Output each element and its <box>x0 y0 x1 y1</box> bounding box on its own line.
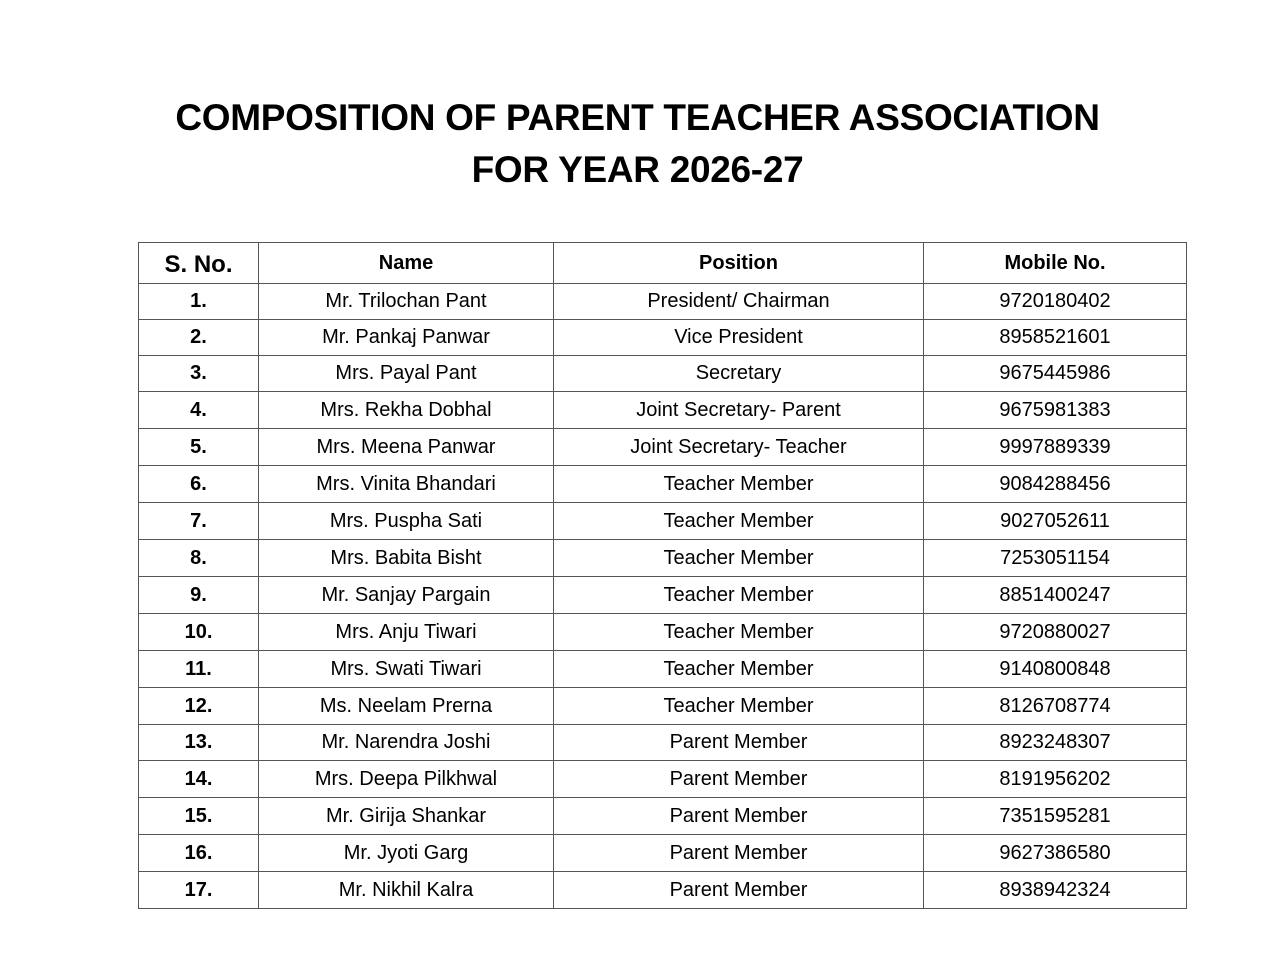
cell-mobile: 7351595281 <box>924 798 1187 835</box>
cell-position: Parent Member <box>554 872 924 909</box>
cell-mobile: 9675445986 <box>924 356 1187 392</box>
title-line-1: COMPOSITION OF PARENT TEACHER ASSOCIATION <box>175 97 1100 138</box>
cell-name: Mr. Trilochan Pant <box>259 284 554 320</box>
cell-position: Teacher Member <box>554 577 924 614</box>
cell-position: Joint Secretary- Parent <box>554 392 924 429</box>
table-row <box>139 872 1187 909</box>
cell-sno: 12. <box>139 688 259 725</box>
cell-name: Mr. Girija Shankar <box>259 798 554 835</box>
cell-name: Mrs. Deepa Pilkhwal <box>259 761 554 798</box>
cell-sno: 17. <box>139 872 259 909</box>
cell-sno: 6. <box>139 466 259 503</box>
cell-name: Mr. Pankaj Panwar <box>259 320 554 356</box>
cell-position: Teacher Member <box>554 466 924 503</box>
title-line-2: FOR YEAR 2026-27 <box>471 149 804 190</box>
table-row <box>139 651 1187 688</box>
cell-name: Mrs. Babita Bisht <box>259 540 554 577</box>
cell-position: Teacher Member <box>554 651 924 688</box>
cell-mobile: 9720880027 <box>924 614 1187 651</box>
cell-name: Mrs. Swati Tiwari <box>259 651 554 688</box>
cell-name: Mr. Nikhil Kalra <box>259 872 554 909</box>
table-row <box>139 835 1187 872</box>
cell-position: Parent Member <box>554 835 924 872</box>
cell-mobile: 8126708774 <box>924 688 1187 725</box>
cell-mobile: 8938942324 <box>924 872 1187 909</box>
cell-name: Mrs. Anju Tiwari <box>259 614 554 651</box>
cell-sno: 7. <box>139 503 259 540</box>
cell-position: Teacher Member <box>554 503 924 540</box>
table-row <box>139 540 1187 577</box>
cell-mobile: 8191956202 <box>924 761 1187 798</box>
cell-position: Vice President <box>554 320 924 356</box>
cell-name: Mr. Jyoti Garg <box>259 835 554 872</box>
table-row <box>139 503 1187 540</box>
cell-name: Mrs. Meena Panwar <box>259 429 554 466</box>
cell-sno: 16. <box>139 835 259 872</box>
cell-name: Mrs. Vinita Bhandari <box>259 466 554 503</box>
cell-mobile: 9675981383 <box>924 392 1187 429</box>
cell-mobile: 7253051154 <box>924 540 1187 577</box>
cell-sno: 8. <box>139 540 259 577</box>
cell-sno: 13. <box>139 725 259 761</box>
cell-mobile: 9084288456 <box>924 466 1187 503</box>
cell-mobile: 9140800848 <box>924 651 1187 688</box>
cell-sno: 9. <box>139 577 259 614</box>
cell-sno: 4. <box>139 392 259 429</box>
cell-sno: 11. <box>139 651 259 688</box>
table-row <box>139 320 1187 356</box>
table-row <box>139 392 1187 429</box>
table-row <box>139 466 1187 503</box>
cell-mobile: 8958521601 <box>924 320 1187 356</box>
cell-sno: 3. <box>139 356 259 392</box>
cell-position: Secretary <box>554 356 924 392</box>
cell-position: Parent Member <box>554 725 924 761</box>
cell-sno: 5. <box>139 429 259 466</box>
table-row <box>139 688 1187 725</box>
cell-mobile: 9997889339 <box>924 429 1187 466</box>
cell-position: Teacher Member <box>554 540 924 577</box>
table-row <box>139 284 1187 320</box>
cell-mobile: 9627386580 <box>924 835 1187 872</box>
header-sno: S. No. <box>139 243 259 284</box>
table-row <box>139 761 1187 798</box>
cell-position: Parent Member <box>554 761 924 798</box>
cell-mobile: 9027052611 <box>924 503 1187 540</box>
table-row <box>139 725 1187 761</box>
header-mobile: Mobile No. <box>924 243 1187 284</box>
cell-sno: 2. <box>139 320 259 356</box>
table-row <box>139 798 1187 835</box>
cell-position: Teacher Member <box>554 688 924 725</box>
header-name: Name <box>259 243 554 284</box>
cell-sno: 10. <box>139 614 259 651</box>
cell-name: Mr. Sanjay Pargain <box>259 577 554 614</box>
cell-mobile: 8923248307 <box>924 725 1187 761</box>
table-row <box>139 356 1187 392</box>
cell-name: Mrs. Puspha Sati <box>259 503 554 540</box>
cell-sno: 15. <box>139 798 259 835</box>
cell-position: Parent Member <box>554 798 924 835</box>
table-row <box>139 429 1187 466</box>
cell-sno: 1. <box>139 284 259 320</box>
cell-name: Mrs. Payal Pant <box>259 356 554 392</box>
cell-name: Ms. Neelam Prerna <box>259 688 554 725</box>
cell-position: Teacher Member <box>554 614 924 651</box>
cell-name: Mr. Narendra Joshi <box>259 725 554 761</box>
cell-position: Joint Secretary- Teacher <box>554 429 924 466</box>
cell-name: Mrs. Rekha Dobhal <box>259 392 554 429</box>
table-row <box>139 614 1187 651</box>
table-row <box>139 577 1187 614</box>
page-title <box>0 92 1275 196</box>
cell-position: President/ Chairman <box>554 284 924 320</box>
table-header-row <box>139 243 1187 284</box>
cell-mobile: 9720180402 <box>924 284 1187 320</box>
cell-mobile: 8851400247 <box>924 577 1187 614</box>
pta-members-table <box>138 242 1187 909</box>
header-position: Position <box>554 243 924 284</box>
cell-sno: 14. <box>139 761 259 798</box>
